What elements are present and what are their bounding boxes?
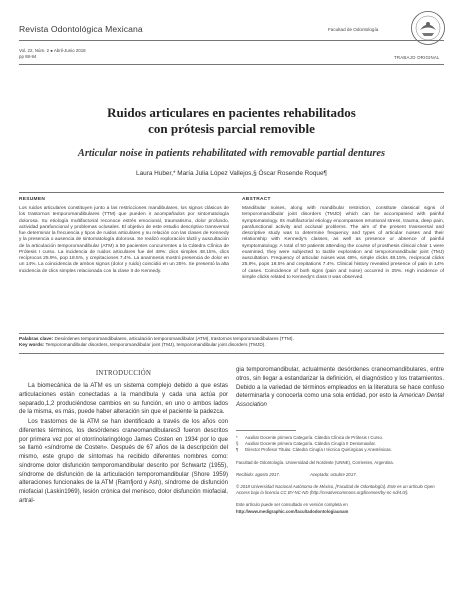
accepted-date: Aceptado: octubre 2017. bbox=[309, 471, 357, 477]
article-title-es bbox=[19, 105, 444, 136]
intro-paragraph-1: La biomecánica de la ATM es un sistema complejo debido a que estas articulaciones están conectadas a la mandíbula y cada una actúa por separado,1,2 produciéndose cambios en su función, en uno o ambos lados de la misma, es más, puede haber alteración sin que el paciente la padezca. bbox=[19, 383, 228, 416]
keywords-block bbox=[19, 336, 444, 349]
footnote-2-text: Auxiliar Docente primera Categoría. Cátedra Cirugía II Dentomaxilar. bbox=[245, 441, 376, 447]
abstract-text: Mandibular noises, along with mandibular restriction, constitute classical signs of temporomandibular joint disorders (TMJD) which can be accompanied with painful symptomatology. Its multifactorial etiology encompasses emotional stress, trauma, deep pain, parafunctional activity and occlusal problems. The aim of the present transversal and descriptive study was to determine frequency and types of articular noises and their relationship with Kennedy's classes, as well as presence or absence of painful symptomatology. A total of 50 patients attending the course of prosthesis clinical chair 1 were examined, they were subjected to tactile exploration and temporomandibular joint (TMJ) auscultation. Frequency of articular noises was 48%, simple clicks 48.15%, reciprocal clicks 25.9%, pops 18.5% and crepitations 7.4%. Clinical history revealed presence of pain in 14% of cases. Coincidence of both signs (pain and noise) occurred in 25%. High incidence of simple clicks related to Kennedy's class II was observed. bbox=[242, 206, 444, 280]
volume-line: Vol. 22, Núm. 2 ● Abril-Junio 2018 bbox=[19, 48, 86, 53]
resumen-heading: RESUMEN bbox=[19, 197, 46, 202]
keywords-rule bbox=[19, 353, 444, 354]
footnote-2-mark: § bbox=[236, 441, 239, 447]
pages-line: pp 88-94 bbox=[19, 54, 37, 60]
keywords-es-text: Desórdenes temporomandibulares, articulación temporomandibular (ATM), trastornos temporomandibulares (TTM). bbox=[54, 336, 294, 341]
header-rule-top bbox=[19, 40, 444, 41]
keywords-es-label: Palabras clave: bbox=[19, 336, 54, 341]
medigraphic-link[interactable]: http://www.medigraphic.com/facultadodontologiaunam bbox=[236, 508, 349, 514]
footnotes bbox=[236, 435, 444, 515]
header-rule-bottom bbox=[19, 64, 444, 65]
introduction-left-column bbox=[19, 382, 228, 506]
affiliation: Facultad de Odontología. Universidad del Nordeste (UNNE), Corrientes, Argentina. bbox=[236, 459, 394, 465]
keywords-en-label: Key words: bbox=[19, 342, 45, 348]
intro-paragraph-3 bbox=[236, 366, 444, 410]
footnote-3-text: Director Profesor Titular. Cátedra Cirugía I técnica Quirúrgicas y Anestésicas. bbox=[245, 447, 392, 453]
intro-paragraph-2: Los trastornos de la ATM se han identificado a través de los años con diferentes términos, los desórdenes craneomandibulares3 fueron descritos por primera vez por el otorrinolaringólogo James Costen en 1934 por lo que se llamó «síndrome de Costen». Después de 67 años de la descripción del mismo, este grupo de síntomas ha recibido diferentes nombres como: síndrome dolor disfunción temporomandibular descrito por Schwartz (1955), síndrome de disfunción de la articulación temporomandibular (Shore 1959) alteraciones funcionales de la ATM (Ramfjord y Ash), síndrome de disfunción miofacial (Laskin1969), lesión crónica del menisco, dolor disfunción miofacial, artral- bbox=[19, 419, 228, 504]
copyright-notice: © 2018 Universidad Nacional Autónoma de México, [Facultad de Odontología]. Este es un artículo Open Access bajo la licencia CC BY-NC-ND (http://creativecommons.org/licenses/by-nc-nd/4.0/). bbox=[236, 484, 435, 496]
abstract-rule-top bbox=[19, 192, 444, 193]
journal-title: Revista Odontológica Mexicana bbox=[19, 24, 143, 34]
abstract-heading: ABSTRACT bbox=[242, 197, 271, 202]
introduction-right-column bbox=[236, 366, 444, 410]
footnote-1-text: Auxiliar Docente primera Categoría. Cátedra Clínica de Prótesis I Curso. bbox=[245, 435, 384, 440]
intro-paragraph-3-italic: American Dental Association bbox=[236, 393, 444, 408]
keywords-en bbox=[19, 342, 444, 348]
introduction-heading: INTRODUCCIÓN bbox=[95, 370, 152, 377]
received-date: Recibido: agosto 2017. bbox=[236, 471, 280, 477]
footnote-1-mark: * bbox=[236, 435, 238, 440]
article-title-en: Articular noise in patients rehabilitated with removable partial dentures bbox=[77, 148, 386, 159]
intro-paragraph-3-text: gia temporomandibular, actualmente desórdenes craneomandibulares, entre otros, sin llegar a estandarizar la definición, el diagnóstico y los tratamientos. Debido a la variedad de términos empleados en la literatura se hace confuso determinarla y conocerla como una sola entidad, por esto la bbox=[236, 367, 444, 400]
authors: Laura Huber,* María Julia López Vallejos,§ Óscar Rosende Roque¶ bbox=[136, 170, 327, 177]
title-es-line-1: Ruidos articulares en pacientes rehabilitados bbox=[107, 105, 356, 120]
version-note: Este artículo puede ser consultado en versión completa en bbox=[236, 502, 348, 508]
title-es-line-2: con prótesis parcial removible bbox=[148, 120, 315, 136]
footnote-divider bbox=[236, 430, 296, 431]
article-type: TRABAJO ORIGINAL bbox=[394, 55, 440, 60]
faculty-name: Facultad de Odontología bbox=[328, 27, 379, 32]
volume-info bbox=[19, 48, 86, 60]
resumen-text: Los ruidos articulares constituyen junto a las restricciones mandibulares, los signos clásicos de los trastornos temporomandibulares (TTM) que pueden ir acompañados por sintomatología dolorosa. Su etiología multifactorial reconoce estrés emocional, traumatismo, dolor profundo, actividad parafuncional y problemas oclusales. El objetivo de este estudio descriptivo transversal fue determinar la frecuencia y tipos de ruidos articulares y su relación con las clases de Kennedy y la presencia o ausencia de sintomatología dolorosa. Se realizó exploración táctil y auscultación de la articulación temporomandibular (ATM) a 50 pacientes concurrentes a la Cátedra Clínica de Prótesis I curso. La incidencia de ruidos articulares fue del 48%: clics simples 48.15%, clics recíprocos 25.9%, pop 18.5%, y crepitaciones 7.4%. La anamnesis mostró presencia de dolor en un 14%. La coincidencia de ambos signos (dolor y ruido) coincidió en un 25%. Se presentó la alta incidencia de clics simples relacionada con la clase II de Kennedy. bbox=[19, 206, 229, 274]
abstract-rule-bottom bbox=[19, 333, 444, 334]
footnote-3-mark: ¶ bbox=[236, 447, 239, 453]
keywords-en-text: Temporomandibular disorders, temporomandibular joint (TMJ), temporomandibular joint disorders (TMJD). bbox=[45, 342, 266, 348]
